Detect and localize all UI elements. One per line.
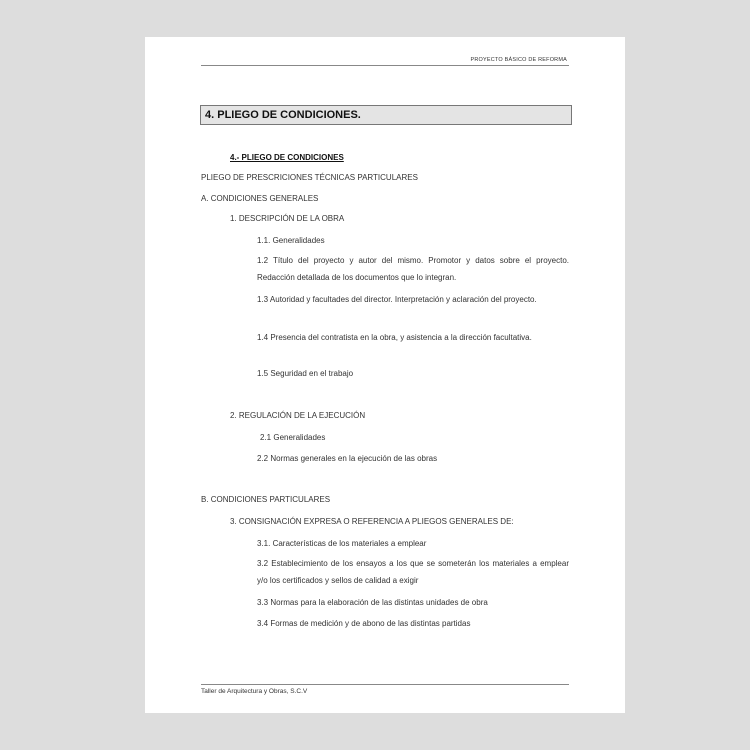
- subheading: 4.- PLIEGO DE CONDICIONES: [230, 153, 344, 162]
- item-a1-2: 1.2 Título del proyecto y autor del mismo. Promotor y datos sobre el proyecto. Redacción detallada de los documentos que lo integran.: [257, 256, 569, 282]
- item-b3-4: 3.4 Formas de medición y de abono de las distintas partidas: [257, 619, 471, 628]
- item-a1-4: 1.4 Presencia del contratista en la obra, y asistencia a la dirección facultativa.: [257, 333, 532, 342]
- item-b3-3: 3.3 Normas para la elaboración de las distintas unidades de obra: [257, 598, 488, 607]
- section-heading: 4. PLIEGO DE CONDICIONES.: [205, 109, 361, 121]
- item-a1-3: 1.3 Autoridad y facultades del director. Interpretación y aclaración del proyecto.: [257, 295, 537, 304]
- section-heading-box: [200, 105, 572, 125]
- item-a1-1: 1.1. Generalidades: [257, 236, 325, 245]
- running-footer: Taller de Arquitectura y Obras, S.C.V: [201, 688, 308, 695]
- item-b3: 3. CONSIGNACIÓN EXPRESA O REFERENCIA A PLIEGOS GENERALES DE:: [230, 517, 514, 526]
- part-b-title: B. CONDICIONES PARTICULARES: [201, 495, 331, 504]
- item-a1-5: 1.5 Seguridad en el trabajo: [257, 369, 354, 378]
- running-header: PROYECTO BÁSICO DE REFORMA: [470, 57, 567, 63]
- footer-rule: [201, 684, 569, 685]
- item-a2-2: 2.2 Normas generales en la ejecución de las obras: [257, 454, 438, 463]
- document-page: [145, 37, 625, 713]
- item-b3-1: 3.1. Características de los materiales a emplear: [257, 539, 427, 548]
- part-a-title: A. CONDICIONES GENERALES: [201, 194, 319, 203]
- item-a1: 1. DESCRIPCIÓN DE LA OBRA: [230, 214, 345, 223]
- header-rule: [201, 65, 569, 66]
- item-b3-2: 3.2 Establecimiento de los ensayos a los que se someterán los materiales a emplear y/o los certificados y sellos de calidad a exigir: [257, 559, 569, 585]
- item-a2-1: 2.1 Generalidades: [260, 433, 326, 442]
- intro-line: PLIEGO DE PRESCRICIONES TÉCNICAS PARTICULARES: [201, 173, 418, 182]
- item-a2: 2. REGULACIÓN DE LA EJECUCIÓN: [230, 411, 366, 420]
